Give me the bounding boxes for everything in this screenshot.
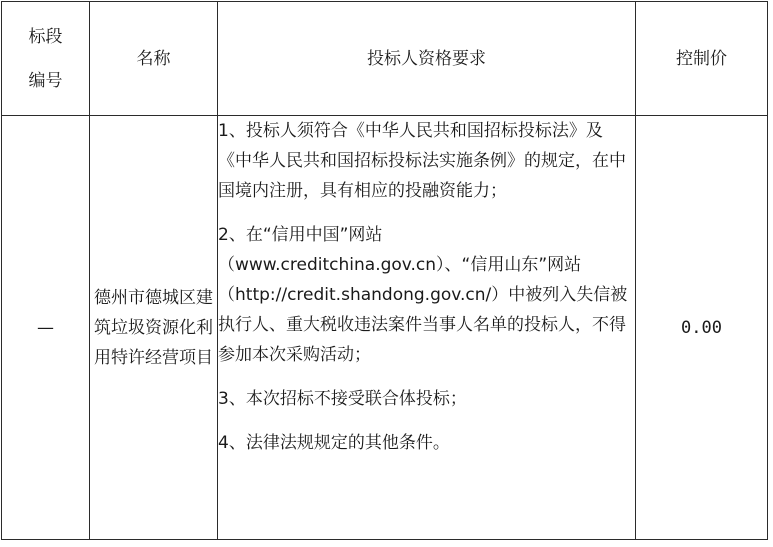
requirement-item-2: 2、在“信用中国”网站（www.creditchina.gov.cn）、“信用山东”网站（http://credit.shandong.gov.cn/）中被列入失信被执行人、重大税收违法案件当事人名单的投标人，不得参加本次采购活动； xyxy=(218,225,628,365)
header-requirements: 投标人资格要求 xyxy=(218,2,636,116)
requirement-item-4: 4、法律法规规定的其他条件。 xyxy=(218,433,450,453)
header-section-no-line2: 编号 xyxy=(28,70,63,91)
section-no-cell: — xyxy=(2,116,90,540)
header-name: 名称 xyxy=(90,2,218,116)
control-price-cell: 0.00 xyxy=(636,116,768,540)
requirement-item-1: 1、投标人须符合《中华人民共和国招标投标法》及《中华人民共和国招标投标法实施条例》的规定，在中国境内注册，具有相应的投融资能力； xyxy=(218,121,626,201)
requirement-item-3: 3、本次招标不接受联合体投标； xyxy=(218,389,467,409)
requirements-cell xyxy=(218,116,636,540)
header-section-no-line1: 标段 xyxy=(28,26,63,47)
table-header-row xyxy=(2,2,768,116)
bid-section-table xyxy=(1,1,768,540)
header-control-price: 控制价 xyxy=(636,2,768,116)
header-section-no xyxy=(2,2,90,116)
project-name-cell: 德州市德城区建筑垃圾资源化利用特许经营项目 xyxy=(90,116,218,540)
table-row xyxy=(2,116,768,540)
